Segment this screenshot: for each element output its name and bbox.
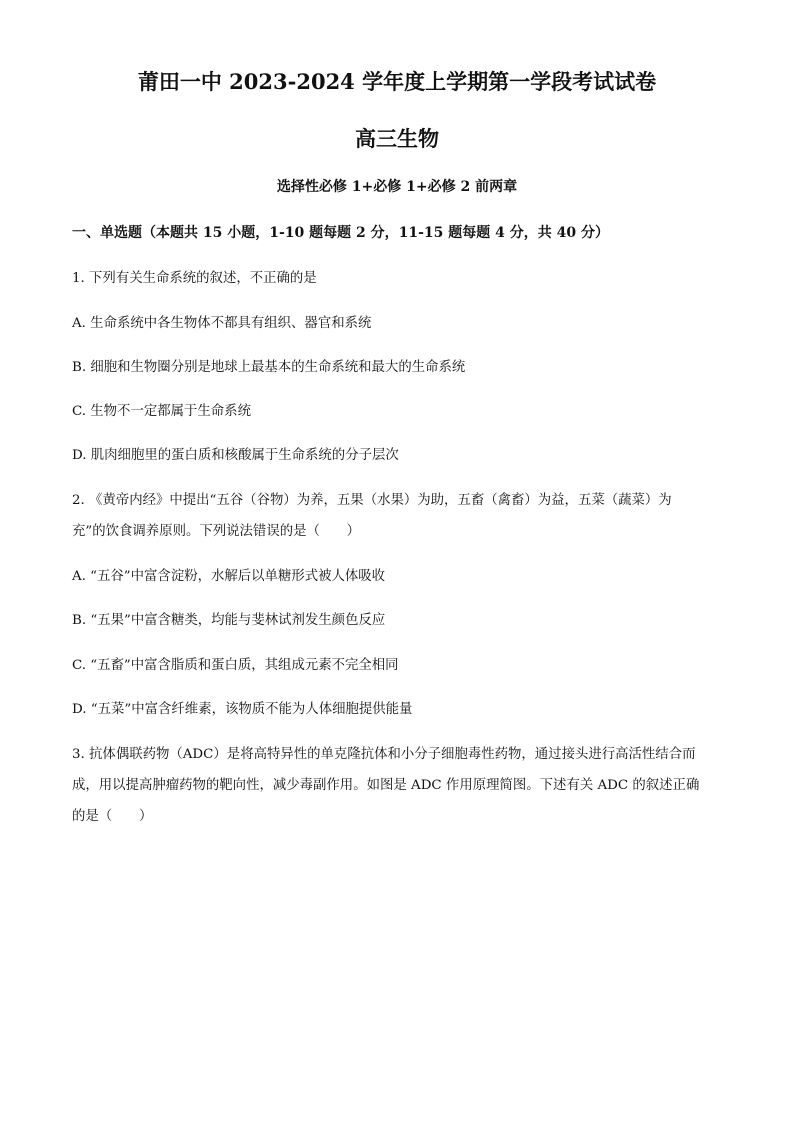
section-heading: 一、单选题（本题共 15 小题，1-10 题每题 2 分，11-15 题每题 4 分，共 40 分） (72, 225, 609, 241)
question-1-option-d: D. 肌肉细胞里的蛋白质和核酸属于生命系统的分子层次 (72, 448, 399, 463)
question-1-option-b: B. 细胞和生物圈分别是地球上最基本的生命系统和最大的生命系统 (72, 360, 466, 375)
question-1-option-a: A. 生命系统中各生物体不都具有组织、器官和系统 (72, 316, 372, 331)
question-2-option-b: B. “五果”中富含糖类，均能与斐林试剂发生颜色反应 (72, 613, 386, 628)
question-3-stem-line-2: 成，用以提高肿瘤药物的靶向性，减少毒副作用。如图是 ADC 作用原理简图。下述有关 ADC 的叙述正确 (72, 778, 700, 793)
question-2-stem-line-2: 充”的饮食调养原则。下列说法错误的是（ ） (72, 524, 361, 539)
question-2-stem-line-1: 2. 《黄帝内经》中提出“五谷（谷物）为养，五果（水果）为助，五畜（禽畜）为益，五菜（蔬菜）为 (72, 493, 672, 508)
exam-subject: 高三生物 (355, 126, 439, 151)
exam-title: 莆田一中 2023-2024 学年度上学期第一学段考试试卷 (137, 69, 657, 94)
question-3-stem-line-3: 的是（ ） (72, 809, 153, 824)
question-3-stem-line-1: 3. 抗体偶联药物（ADC）是将高特异性的单克隆抗体和小分子细胞毒性药物，通过接头进行高活性结合而 (72, 747, 696, 762)
question-1-option-c: C. 生物不一定都属于生命系统 (72, 404, 251, 419)
question-1-stem: 1. 下列有关生命系统的叙述，不正确的是 (72, 271, 317, 286)
exam-scope: 选择性必修 1+必修 1+必修 2 前两章 (276, 179, 518, 195)
question-2-option-d: D. “五菜”中富含纤维素，该物质不能为人体细胞提供能量 (72, 702, 413, 717)
question-2-option-a: A. “五谷”中富含淀粉，水解后以单糖形式被人体吸收 (72, 569, 386, 584)
question-2-option-c: C. “五畜”中富含脂质和蛋白质，其组成元素不完全相同 (72, 658, 399, 673)
